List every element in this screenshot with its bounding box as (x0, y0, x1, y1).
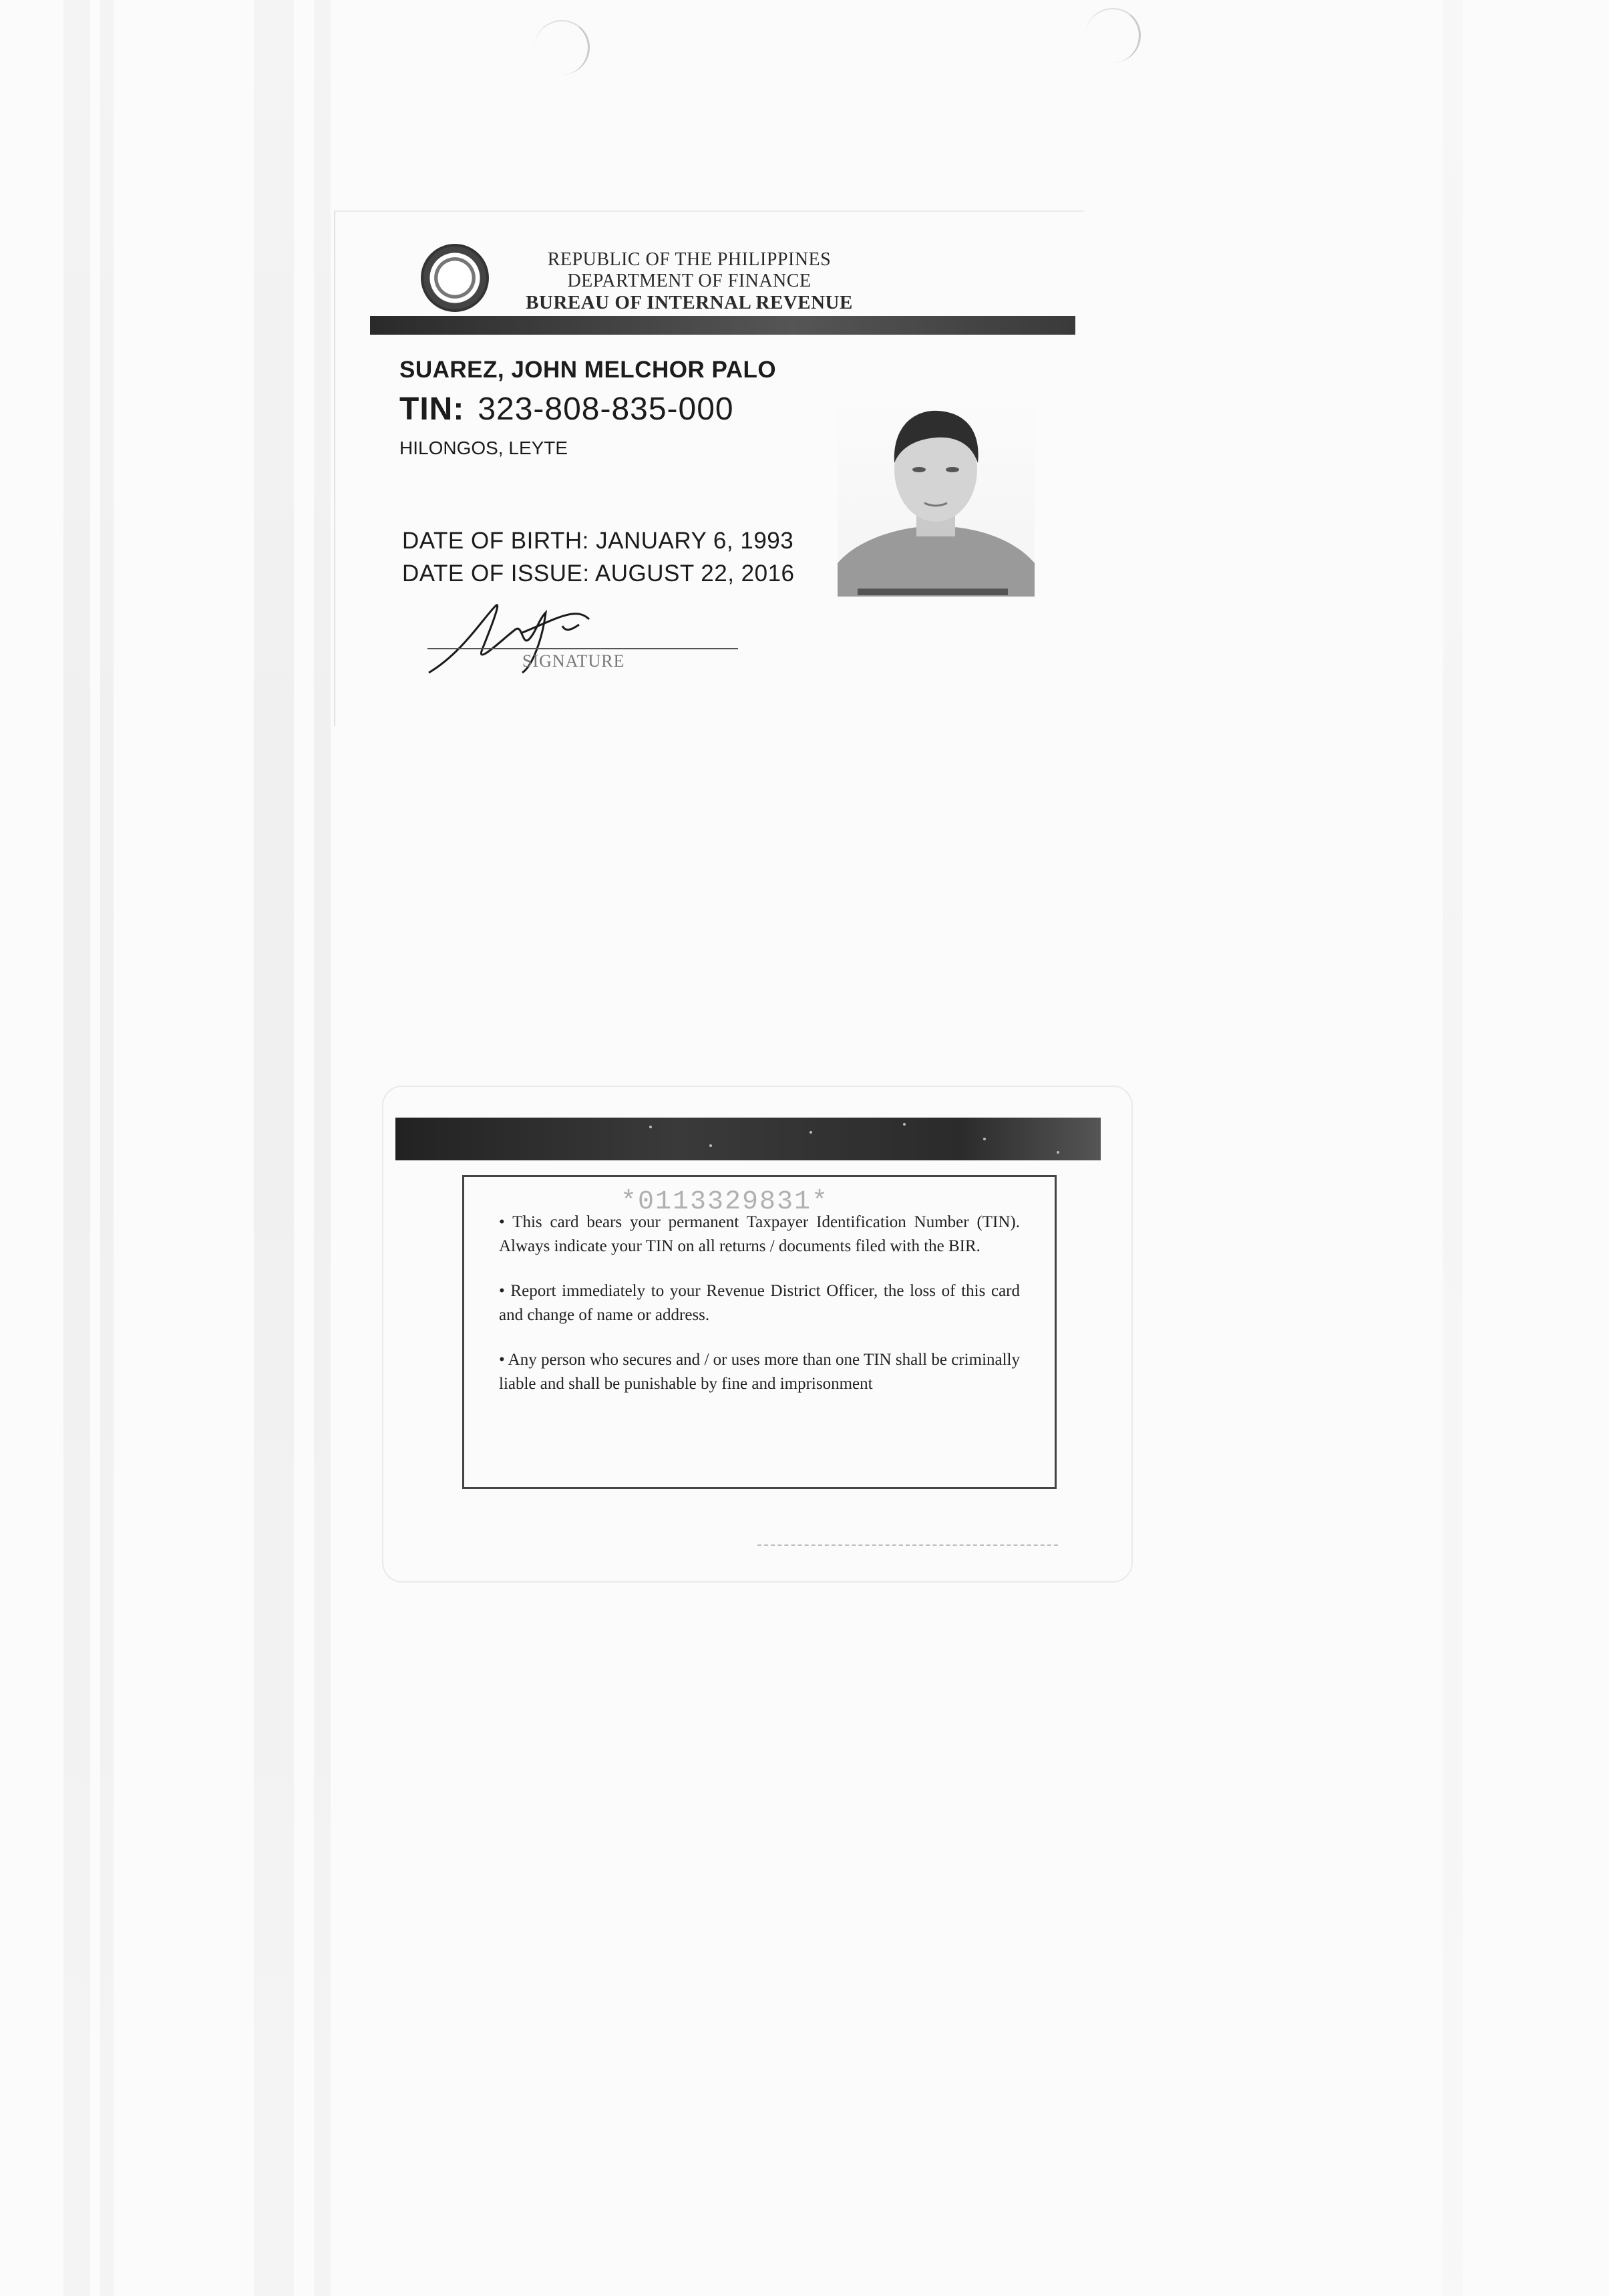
header-band (370, 316, 1075, 335)
tin-row (399, 391, 734, 428)
scan-streak (314, 0, 331, 2296)
bir-seal-icon (421, 244, 489, 312)
card-edge-mark (757, 1544, 1058, 1546)
punch-hole (534, 20, 590, 75)
tin-card-back (382, 1086, 1133, 1583)
tin-card-front (334, 210, 1083, 726)
holder-name: SUAREZ, JOHN MELCHOR PALO (399, 357, 777, 383)
notice-multiple-tin: • Any person who secures and / or uses more than one TIN shall be criminally liable and shall be punishable by fine and imprisonment (499, 1351, 1020, 1393)
card-serial: *0113329831* (620, 1187, 830, 1217)
holder-address: HILONGOS, LEYTE (399, 438, 568, 458)
signature-line (427, 648, 738, 649)
scan-streak (1443, 0, 1463, 2296)
scan-streak (254, 0, 294, 2296)
card-header (502, 249, 876, 313)
notice-box (462, 1175, 1057, 1489)
punch-hole (1085, 8, 1141, 63)
header-republic: REPUBLIC OF THE PHILIPPINES (547, 249, 832, 270)
notice-report-loss: • Report immediately to your Revenue District Officer, the loss of this card and change of name or address. (499, 1282, 1020, 1324)
date-of-birth: DATE OF BIRTH: JANUARY 6, 1993 (402, 528, 794, 554)
tin-label: TIN: (399, 391, 465, 427)
signature-label: SIGNATURE (522, 651, 625, 671)
date-of-issue: DATE OF ISSUE: AUGUST 22, 2016 (402, 560, 795, 587)
holder-photo (838, 396, 1035, 597)
tin-number: 323-808-835-000 (478, 391, 734, 427)
header-bureau: BUREAU OF INTERNAL REVENUE (526, 292, 853, 313)
scan-streak (63, 0, 90, 2296)
header-department: DEPARTMENT OF FINANCE (567, 271, 812, 291)
back-band (395, 1118, 1101, 1160)
scan-streak (100, 0, 114, 2296)
notice-tin: • This card bears your permanent Taxpayer Identification Number (TIN). Always indicate your TIN on all returns / documents filed with the BIR. (499, 1213, 1020, 1255)
